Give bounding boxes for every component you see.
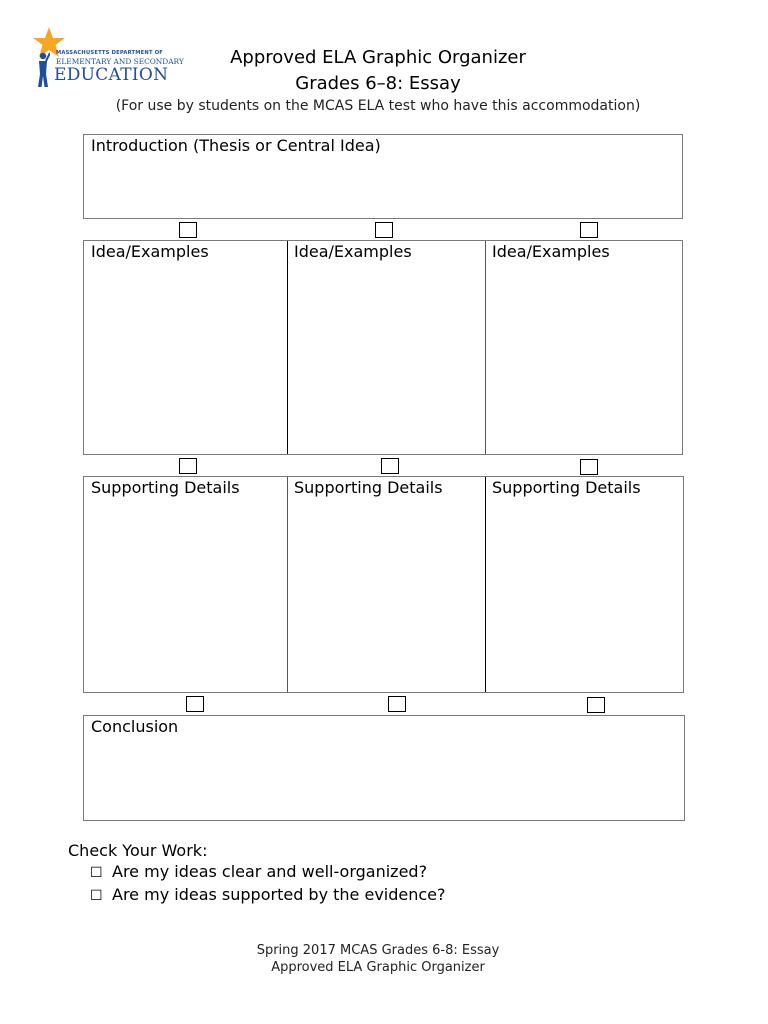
ideas-divider-1: [287, 241, 288, 454]
check-item[interactable]: [90, 862, 427, 881]
check-your-work-title: Check Your Work:: [68, 841, 208, 860]
footer-line-1: Spring 2017 MCAS Grades 6-8: Essay: [256, 943, 500, 958]
details-divider-2: [485, 477, 486, 692]
ideas-divider-2: [485, 241, 486, 454]
checkbox-glyph[interactable]: ☐: [90, 888, 103, 904]
footer-line-2: Approved ELA Graphic Organizer: [271, 960, 485, 975]
idea-label-3: Idea/Examples: [492, 242, 610, 261]
introduction-box[interactable]: [83, 134, 683, 219]
checkbox-intro-idea-3[interactable]: [580, 222, 598, 238]
detail-label-3: Supporting Details: [492, 478, 641, 497]
accommodation-note: (For use by students on the MCAS ELA test who have this accommodation): [115, 98, 641, 114]
checkbox-detail-conclusion-1[interactable]: [186, 696, 204, 712]
checkbox-glyph[interactable]: ☐: [90, 865, 103, 881]
details-row: [83, 476, 684, 693]
idea-label-2: Idea/Examples: [294, 242, 412, 261]
page-title: Approved ELA Graphic Organizer: [230, 47, 526, 68]
logo-org-line3: EDUCATION: [54, 65, 169, 85]
detail-label-1: Supporting Details: [91, 478, 240, 497]
checkbox-idea-detail-2[interactable]: [381, 458, 399, 474]
checkbox-detail-conclusion-3[interactable]: [587, 697, 605, 713]
detail-label-2: Supporting Details: [294, 478, 443, 497]
checkbox-idea-detail-1[interactable]: [179, 458, 197, 474]
conclusion-label: Conclusion: [91, 717, 179, 736]
introduction-label: Introduction (Thesis or Central Idea): [91, 136, 381, 155]
conclusion-box[interactable]: [83, 715, 685, 821]
checkbox-intro-idea-1[interactable]: [179, 222, 197, 238]
check-item[interactable]: [90, 885, 446, 904]
check-item-label: Are my ideas clear and well-organized?: [112, 862, 428, 881]
checkbox-idea-detail-3[interactable]: [580, 459, 598, 475]
idea-label-1: Idea/Examples: [91, 242, 209, 261]
details-divider-1: [287, 477, 288, 692]
check-item-label: Are my ideas supported by the evidence?: [112, 885, 446, 904]
page-subtitle-grades: Grades 6–8: Essay: [295, 73, 461, 94]
checkbox-intro-idea-2[interactable]: [375, 222, 393, 238]
logo-org-line2: ELEMENTARY AND SECONDARY: [56, 57, 184, 66]
checkbox-detail-conclusion-2[interactable]: [388, 696, 406, 712]
logo-org-line1: MASSACHUSETTS DEPARTMENT OF: [56, 50, 164, 56]
ideas-row: [83, 240, 683, 455]
